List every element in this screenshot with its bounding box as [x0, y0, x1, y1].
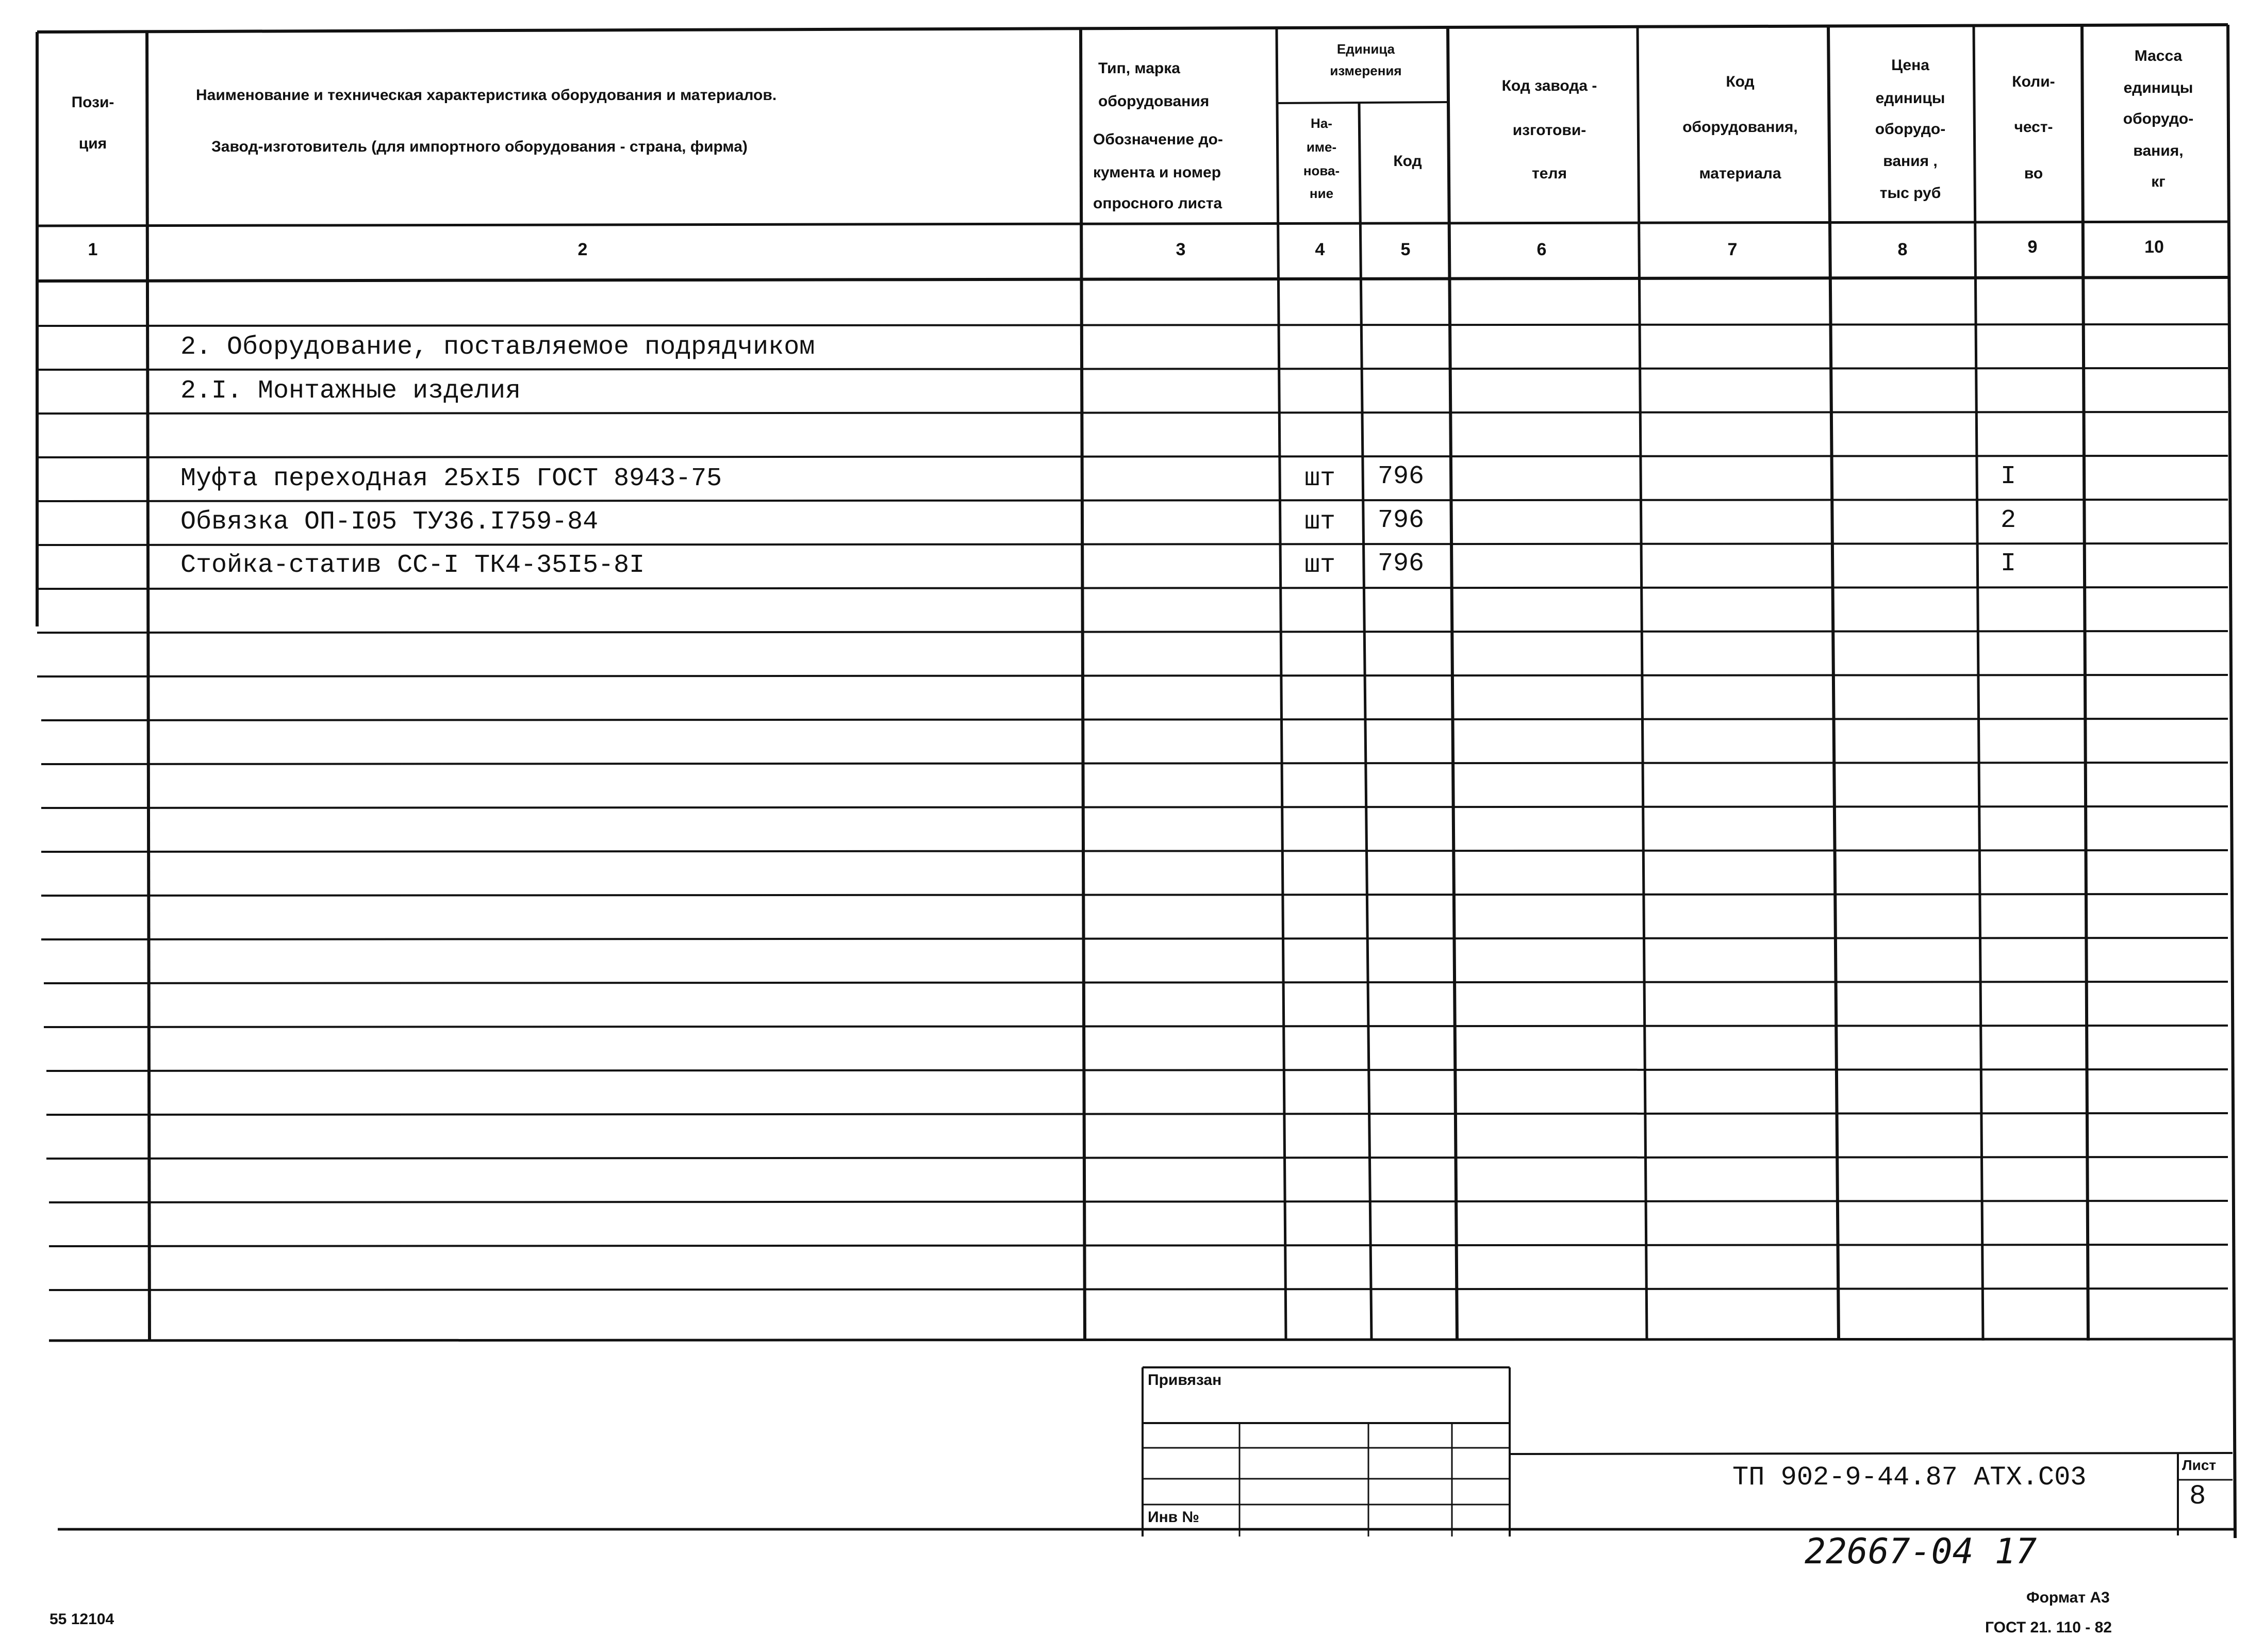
header-col10-line3: оборудо-: [2123, 110, 2194, 127]
column-number-2: 2: [577, 240, 588, 259]
header-col10-line2: единицы: [2123, 79, 2193, 96]
header-col7-line3: материала: [1699, 165, 1781, 182]
header-col7-line1: Код: [1726, 73, 1755, 90]
column-number-10: 10: [2144, 237, 2164, 257]
header-col10-line5: кг: [2151, 173, 2166, 190]
column-number-4: 4: [1315, 240, 1325, 259]
table-row-code: 796: [1378, 506, 1425, 535]
stamp-inventory-number-label: Инв №: [1148, 1509, 1199, 1526]
table-row-qty: 2: [2001, 506, 2017, 535]
table-row-unit: шт: [1304, 507, 1336, 537]
header-col9-line2: чест-: [2014, 119, 2053, 136]
stamp-attached-label: Привязан: [1148, 1372, 1222, 1389]
header-col7-line2: оборудования,: [1682, 119, 1798, 136]
header-col1-line2: ция: [78, 135, 107, 152]
header-col10-line4: вания,: [2133, 142, 2184, 159]
header-col8-line2: единицы: [1875, 90, 1945, 107]
header-col9-line3: во: [2024, 165, 2043, 182]
column-number-7: 7: [1727, 240, 1738, 259]
header-col4-line4: ние: [1309, 186, 1334, 201]
header-col6-line2: изготови-: [1512, 122, 1587, 139]
table-row-name: 2. Оборудование, поставляемое подрядчиком: [180, 333, 815, 362]
table-row-unit: шт: [1304, 551, 1336, 580]
header-col3-line2: оборудования: [1098, 93, 1210, 110]
footer-left-code: 55 12104: [49, 1611, 114, 1628]
header-col5: Код: [1393, 153, 1422, 170]
table-row-name: Муфта переходная 25хI5 ГОСТ 8943-75: [180, 464, 722, 493]
footer-gost: ГОСТ 21. 110 - 82: [1985, 1619, 2112, 1636]
column-number-9: 9: [2027, 237, 2038, 257]
header-col6-line1: Код завода -: [1501, 77, 1597, 94]
header-col3-line4: кумента и номер: [1093, 164, 1221, 181]
header-col8-line5: тыс руб: [1879, 185, 1941, 202]
header-col3-line1: Тип, марка: [1098, 60, 1180, 77]
table-row-qty: I: [2001, 549, 2017, 579]
table-row-qty: I: [2001, 462, 2017, 491]
header-unit-line2: измерения: [1330, 63, 1402, 78]
document-code: ТП 902-9-44.87 АТХ.С03: [1732, 1462, 2087, 1493]
header-col3-line5: опросного листа: [1093, 195, 1222, 212]
table-row-code: 796: [1378, 549, 1425, 579]
header-col1-line1: Пози-: [71, 94, 114, 111]
header-col6-line3: теля: [1532, 165, 1567, 182]
header-col8-line1: Цена: [1891, 57, 1929, 74]
header-col4-line3: нова-: [1303, 163, 1340, 178]
header-unit-line1: Единица: [1336, 41, 1395, 57]
header-col4-line2: име-: [1306, 139, 1337, 155]
sheet-number: 8: [2189, 1481, 2206, 1512]
header-col2-line2: Завод-изготовитель (для импортного оборудования - страна, фирма): [211, 138, 748, 155]
table-row-name: Обвязка ОП-I05 ТУ36.I759-84: [180, 507, 599, 537]
header-col9-line1: Коли-: [2012, 73, 2055, 90]
header-col8-line3: оборудо-: [1875, 121, 1946, 138]
header-col2-line1: Наименование и техническая характеристика оборудования и материалов.: [196, 87, 777, 104]
column-number-3: 3: [1176, 240, 1186, 259]
column-number-6: 6: [1536, 240, 1547, 259]
table-row-name: Стойка-статив СС-I ТК4-35I5-8I: [180, 551, 645, 580]
table-row-unit: шт: [1304, 464, 1336, 493]
handwritten-inventory-number: 22667-04 17: [1805, 1531, 2037, 1572]
sheet-label: Лист: [2182, 1457, 2217, 1473]
column-number-5: 5: [1400, 240, 1411, 259]
header-col10-line1: Масса: [2134, 47, 2183, 64]
header-col3-line3: Обозначение до-: [1093, 131, 1223, 148]
header-col8-line4: вания ,: [1883, 153, 1938, 170]
column-number-8: 8: [1897, 240, 1908, 259]
table-row-name: 2.I. Монтажные изделия: [180, 376, 521, 406]
table-row-code: 796: [1378, 462, 1425, 491]
header-col4-line1: На-: [1311, 115, 1332, 131]
column-number-1: 1: [88, 240, 98, 259]
footer-format: Формат А3: [2026, 1589, 2110, 1606]
